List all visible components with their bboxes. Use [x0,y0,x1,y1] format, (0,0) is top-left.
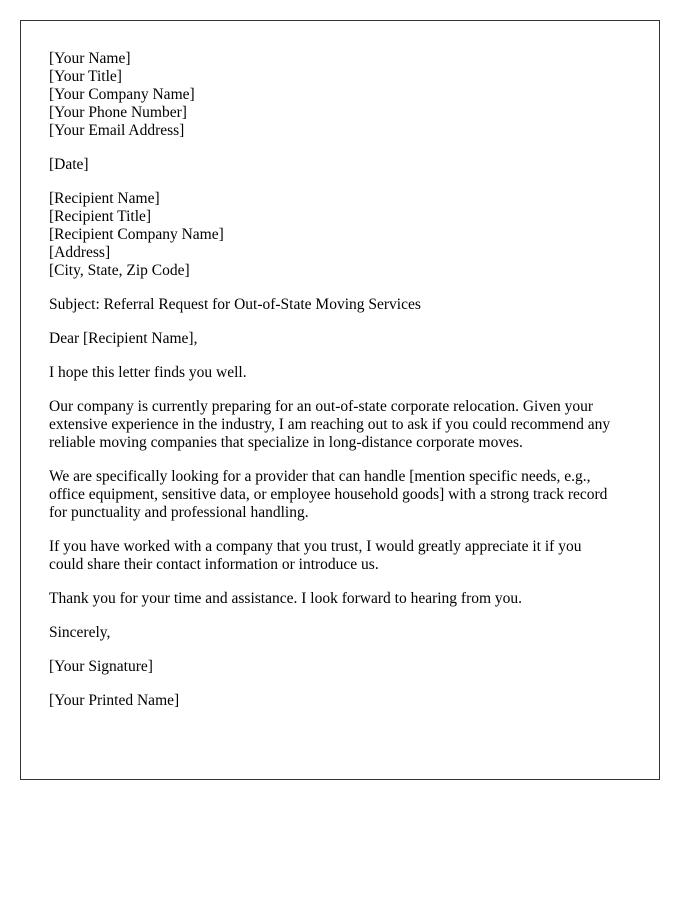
recipient-city-state-zip: [City, State, Zip Code] [49,262,190,279]
letter-page [20,20,660,780]
printed-name: [Your Printed Name] [49,692,180,709]
paragraph-line: extensive experience in the industry, I am reaching out to ask if you could recommend any [49,416,611,433]
body-paragraph-1: I hope this letter finds you well. [49,364,247,381]
body-paragraph-3 [49,468,631,522]
recipient-title: [Recipient Title] [49,208,152,225]
paragraph-line: reliable moving companies that specialize in long-distance corporate moves. [49,434,523,451]
sender-phone: [Your Phone Number] [49,104,187,121]
sender-company: [Your Company Name] [49,86,195,103]
letter-date: [Date] [49,156,89,173]
paragraph-line: Our company is currently preparing for an out-of-state corporate relocation. Given your [49,398,594,415]
paragraph-line: If you have worked with a company that you trust, I would greatly appreciate it if you [49,538,582,555]
paragraph-line: could share their contact information or introduce us. [49,556,379,573]
recipient-block [49,190,631,280]
signature: [Your Signature] [49,658,153,675]
sender-email: [Your Email Address] [49,122,185,139]
sender-title: [Your Title] [49,68,122,85]
closing: Sincerely, [49,624,111,641]
recipient-address: [Address] [49,244,111,261]
date-block [49,156,631,174]
paragraph-line: We are specifically looking for a provider that can handle [mention specific needs, e.g., [49,468,591,485]
body-paragraph-4 [49,538,631,574]
paragraph-line: for punctuality and professional handling. [49,504,309,521]
salutation: Dear [Recipient Name], [49,330,198,347]
body-paragraph-5: Thank you for your time and assistance. I look forward to hearing from you. [49,590,523,607]
subject-line: Subject: Referral Request for Out-of-State Moving Services [49,296,421,313]
sender-name: [Your Name] [49,50,131,67]
sender-block [49,50,631,140]
body-paragraph-2 [49,398,631,452]
paragraph-line: office equipment, sensitive data, or employee household goods] with a strong track record [49,486,608,503]
recipient-company: [Recipient Company Name] [49,226,224,243]
recipient-name: [Recipient Name] [49,190,160,207]
